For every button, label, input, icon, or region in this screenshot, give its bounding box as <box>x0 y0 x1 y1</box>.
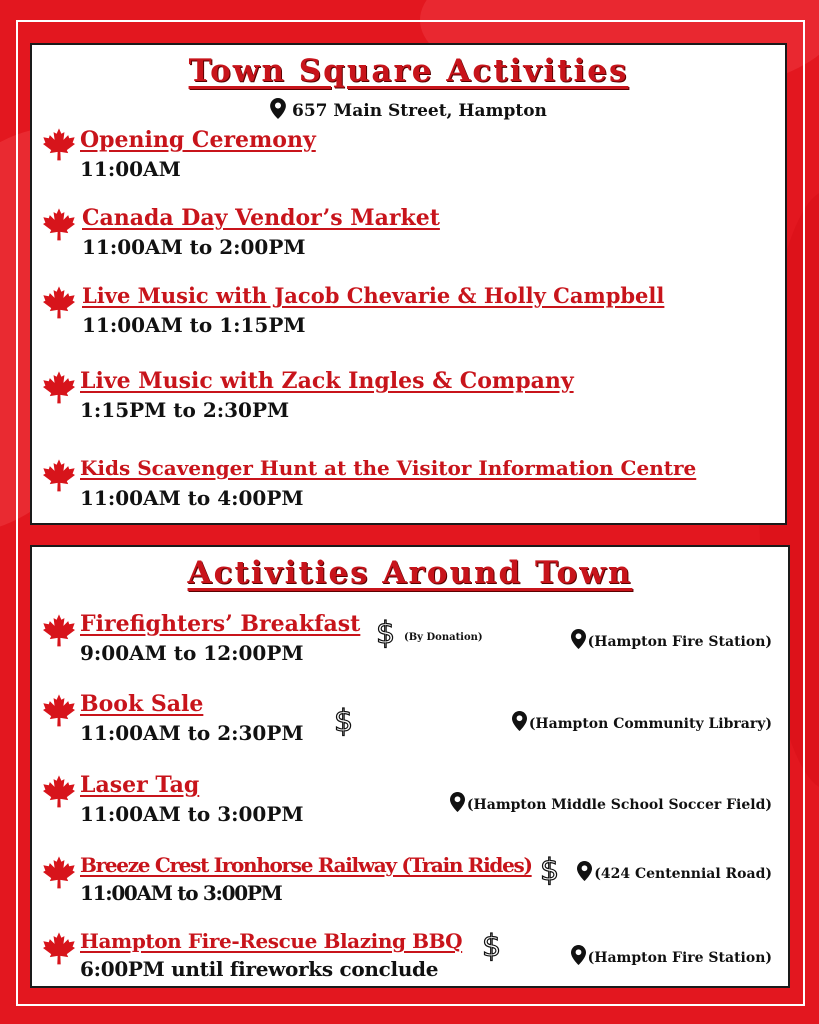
event-location <box>577 861 772 882</box>
map-pin-icon <box>571 945 586 965</box>
maple-leaf-icon <box>42 127 76 161</box>
event-location <box>450 792 772 813</box>
maple-leaf-icon <box>42 207 76 241</box>
maple-leaf-icon <box>42 458 76 492</box>
map-pin-icon <box>512 711 527 731</box>
event-time: 11:00AM to 2:00PM <box>82 235 306 259</box>
event-time: 11:00AM to 1:15PM <box>82 313 306 337</box>
maple-leaf-icon <box>42 774 76 808</box>
maple-leaf-icon <box>42 285 76 319</box>
event-time: 9:00AM to 12:00PM <box>80 641 304 665</box>
location-text: (Hampton Middle School Soccer Field) <box>466 797 772 813</box>
event-time: 11:00AM to 4:00PM <box>80 486 304 510</box>
event-title[interactable]: Breeze Crest Ironhorse Railway (Train Rides) <box>80 853 532 877</box>
dollar-icon: $ <box>334 704 354 739</box>
address <box>32 98 785 121</box>
dollar-icon: $ <box>482 929 502 964</box>
event-title[interactable]: Firefighters’ Breakfast <box>80 611 361 637</box>
event-title[interactable]: Book Sale <box>80 691 204 717</box>
location-text: (Hampton Fire Station) <box>587 634 772 650</box>
event-title[interactable]: Opening Ceremony <box>80 127 316 153</box>
panel-title: Activities Around Town <box>187 555 633 591</box>
town-square-panel <box>30 43 787 525</box>
panel-title: Town Square Activities <box>188 53 629 89</box>
dollar-icon: $ <box>376 616 396 651</box>
event-location <box>512 711 772 732</box>
event-time: 11:00AM to 2:30PM <box>80 721 304 745</box>
maple-leaf-icon <box>42 931 76 965</box>
maple-leaf-icon <box>42 855 76 889</box>
location-text: (424 Centennial Road) <box>594 866 772 882</box>
maple-leaf-icon <box>42 613 76 647</box>
event-title[interactable]: Laser Tag <box>80 772 200 798</box>
maple-leaf-icon <box>42 370 76 404</box>
event-time: 11:00AM <box>80 157 181 181</box>
maple-leaf-icon <box>42 693 76 727</box>
event-time: 1:15PM to 2:30PM <box>80 398 290 422</box>
location-text: (Hampton Fire Station) <box>587 950 772 966</box>
address-text: 657 Main Street, Hampton <box>292 101 547 121</box>
event-time: 11:00AM to 3:00PM <box>80 881 282 905</box>
cost-note: (By Donation) <box>404 632 483 643</box>
map-pin-icon <box>577 861 592 881</box>
map-pin-icon <box>571 629 586 649</box>
event-title[interactable]: Live Music with Zack Ingles & Company <box>80 368 574 394</box>
map-pin-icon <box>270 98 286 119</box>
event-title[interactable]: Kids Scavenger Hunt at the Visitor Information Centre <box>80 456 697 480</box>
event-location <box>571 629 772 650</box>
location-text: (Hampton Community Library) <box>528 716 772 732</box>
around-town-panel <box>30 545 790 988</box>
event-title[interactable]: Canada Day Vendor’s Market <box>82 205 440 231</box>
map-pin-icon <box>450 792 465 812</box>
dollar-icon: $ <box>540 853 560 888</box>
event-time: 6:00PM until fireworks conclude <box>80 957 439 981</box>
event-title[interactable]: Hampton Fire-Rescue Blazing BBQ <box>80 929 463 953</box>
event-location <box>571 945 772 966</box>
event-time: 11:00AM to 3:00PM <box>80 802 304 826</box>
event-title[interactable]: Live Music with Jacob Chevarie & Holly Campbell <box>82 283 665 308</box>
